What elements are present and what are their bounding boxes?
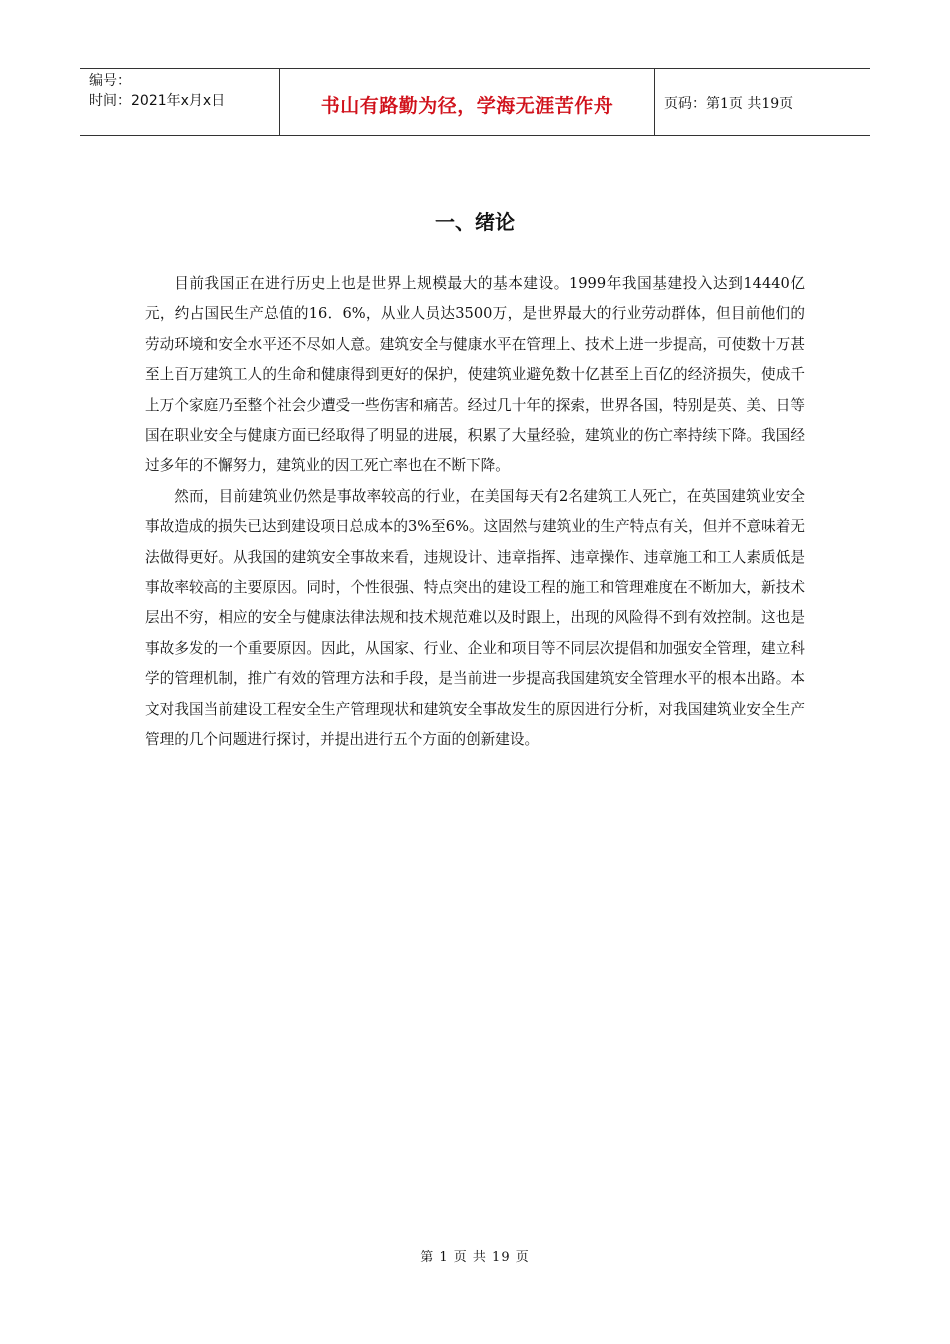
page-footer: 第 1 页 共 19 页 [420,1250,530,1265]
number-label: 编号： [89,73,131,89]
paragraph: 目前我国正在进行历史上也是世界上规模最大的基本建设。1999年我国基建投入达到14440亿元，约占国民生产总值的16．6%，从业人员达3500万，是世界最大的行业劳动群体，但目前他们的劳动环境和安全水平还不尽如人意。建筑安全与健康水平在管理上、技术上进一步提高，可使数十万甚至上百万建筑工人的生命和健康得到更好的保护，使建筑业避免数十亿甚至上百亿的经济损失，使成千上万个家庭乃至整个社会少遭受一些伤害和痛苦。经过几十年的探索，世界各国，特别是英、美、日等国在职业安全与健康方面已经取得了明显的进展，积累了大量经验，建筑业的伤亡率持续下降。我国经过多年的不懈努力，建筑业的因工死亡率也在不断下降。 [145,275,805,475]
header-table [80,68,870,136]
page-label: 页码：第1页 共19页 [664,96,794,112]
header-page-cell [655,69,870,135]
time-label: 时间：2021年x月x日 [89,93,226,109]
body-text [145,269,805,756]
header-motto-cell [280,69,655,135]
section-title: 一、绪论 [435,210,515,234]
paragraph: 然而，目前建筑业仍然是事故率较高的行业，在美国每天有2名建筑工人死亡，在英国建筑业安全事故造成的损失已达到建设项日总成本的3%至6%。这固然与建筑业的生产特点有关，但并不意味着无法做得更好。从我国的建筑安全事故来看，违规设计、违章指挥、违章操作、违章施工和工人素质低是事故率较高的主要原因。同时，个性很强、特点突出的建设工程的施工和管理难度在不断加大，新技术层出不穷，相应的安全与健康法律法规和技术规范难以及时跟上，出现的风险得不到有效控制。这也是事故多发的一个重要原因。因此，从国家、行业、企业和项目等不同层次提倡和加强安全管理，建立科学的管理机制，推广有效的管理方法和手段，是当前进一步提高我国建筑安全管理水平的根本出路。本文对我国当前建设工程安全生产管理现状和建筑安全事故发生的原因进行分析，对我国建筑业安全生产管理的几个问题进行探讨，并提出进行五个方面的创新建设。 [145,487,805,749]
header-meta-cell [80,69,280,135]
motto-text: 书山有路勤为径，学海无涯苦作舟 [320,94,614,117]
